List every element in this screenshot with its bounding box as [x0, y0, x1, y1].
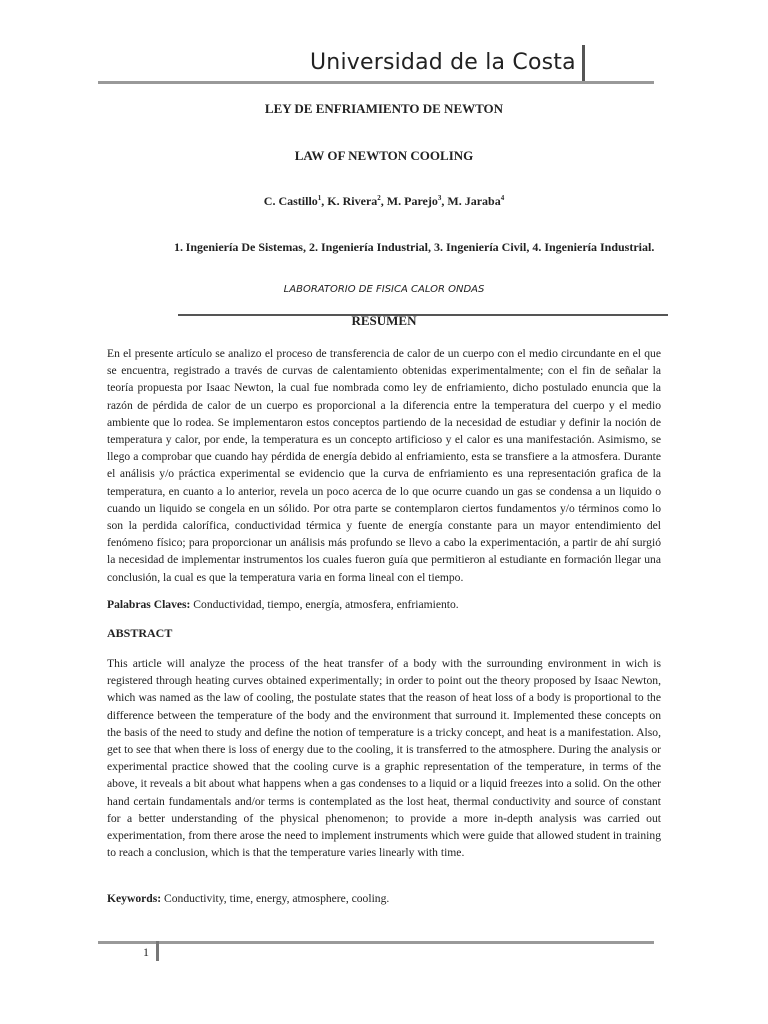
footer-rule: [98, 941, 654, 944]
author-name: M. Jaraba: [447, 194, 501, 208]
author-mark: 4: [500, 194, 505, 202]
keywords-label: Keywords:: [107, 892, 162, 905]
author-mark: 3: [437, 194, 442, 202]
author-name: K. Rivera: [327, 194, 378, 208]
header-institution: Universidad de la Costa: [310, 50, 576, 75]
lab-name: LABORATORIO DE FISICA CALOR ONDAS: [283, 284, 485, 295]
affiliation-number: 1.: [174, 240, 183, 254]
paper-title-spanish: LEY DE ENFRIAMIENTO DE NEWTON: [264, 101, 504, 116]
keywords-spanish: [107, 598, 459, 611]
author-mark: 2: [377, 194, 381, 202]
resumen-heading: RESUMEN: [351, 313, 417, 328]
abstract-body: This article will analyze the process of the heat transfer of a body with the surrounding environment in wich is registered through heating curves obtained experimentally; in order to point out the theory proposed by Isaac Newton, which was named as the law of cooling, the postulate states that the reason of heat loss of a body is proportional to the difference between the temperature of the body and the environment that surround it. Implemented these concepts on the basis of the need to study and define the notion of temperature is a tricky concept, and heat is a manifestation. Also, get to see that when there is loss of energy due to the cooling, it is transferred to the atmosphere. During the analysis or experimental practice showed that the cooling curve is a graphic representation of the temperature, in terms of the above, it reveals a bit about what happens when a gas condenses to a liquid or a liquid freezes into a solid. On the other hand certain fundamentals and/or terms is contemplated as the lost heat, thermal conductivity and source of constant for a better understanding of the physical phenomenon; to provide a more in-depth analysis was carried out experimentation, from there arose the need to implement instruments which were guide that allowed student in training to reach a conclusion, which is that the temperature varies linearly with time.: [107, 657, 661, 860]
footer-divider-vertical: [156, 941, 159, 961]
author-name: C. Castillo: [263, 194, 318, 208]
author-mark: 1: [317, 194, 322, 202]
keywords-value: Conductivity, time, energy, atmosphere, cooling.: [161, 892, 390, 905]
keywords-label: Palabras Claves:: [107, 598, 191, 611]
header-divider-vertical: [582, 45, 585, 83]
keywords-value: Conductividad, tiempo, energía, atmosfera, enfriamiento.: [190, 598, 459, 611]
author-list: C. Castillo$^1$, K. Rivera$^2$, M. Parejo$^3$, M. Jaraba$^4$: [263, 194, 505, 208]
abstract-heading: ABSTRACT: [107, 626, 173, 640]
affiliation-text: Ingeniería De Sistemas, 2. Ingeniería Industrial, 3. Ingeniería Civil, 4. Ingeniería Industrial.: [185, 240, 655, 254]
header-rule: [98, 81, 654, 84]
paper-title-english: LAW OF NEWTON COOLING: [294, 148, 474, 163]
keywords-english: [107, 892, 389, 905]
page-number: 1: [143, 945, 149, 959]
author-name: M. Parejo: [386, 194, 438, 208]
affiliations: [174, 239, 660, 255]
resumen-body: En el presente artículo se analizo el proceso de transferencia de calor de un cuerpo con el medio circundante en el que se encuentra, registrado a través de curvas de calentamiento obtenidas experimentalmente; con el fin de señalar la teoría propuesta por Isaac Newton, la cual fue nombrada como ley de enfriamiento, dicho postulado enuncia que la razón de pérdida de calor de un cuerpo es proporcional a la diferencia entre la temperatura del cuerpo y el medio ambiente que lo rodea. Se implementaron estos conceptos partiendo de la necesidad de estudiar y definir la noción de temperatura y calor, por ende, la temperatura es un concepto artificioso y el calor es una manifestación. Asimismo, se llego a comprobar que cuando hay pérdida de energía debido al enfriamiento, esta se transfiere a la atmosfera. Durante el análisis y/o práctica experimental se evidencio que la curva de enfriamiento es una representación grafica de la temperatura, en cuanto a lo anterior, revela un poco acerca de lo que ocurre cuando un gas se condensa a un liquido o cuando un liquido se congela en un sólido. Por otra parte se contemplaron ciertos fundamentos y/o términos como lo son la perdida calorífica, conductividad térmica y fuente de energía constante para un mayor entendimiento del fenómeno físico; para proporcionar un análisis más profundo se llevo a cabo la experimentación, a partir de ahí surgió la necesidad de implementar instrumentos los cuales fueron guía que permitieron al estudiante en formación llegar una conclusión, la cual es que la temperatura varia en forma lineal con el tiempo.: [107, 347, 661, 584]
